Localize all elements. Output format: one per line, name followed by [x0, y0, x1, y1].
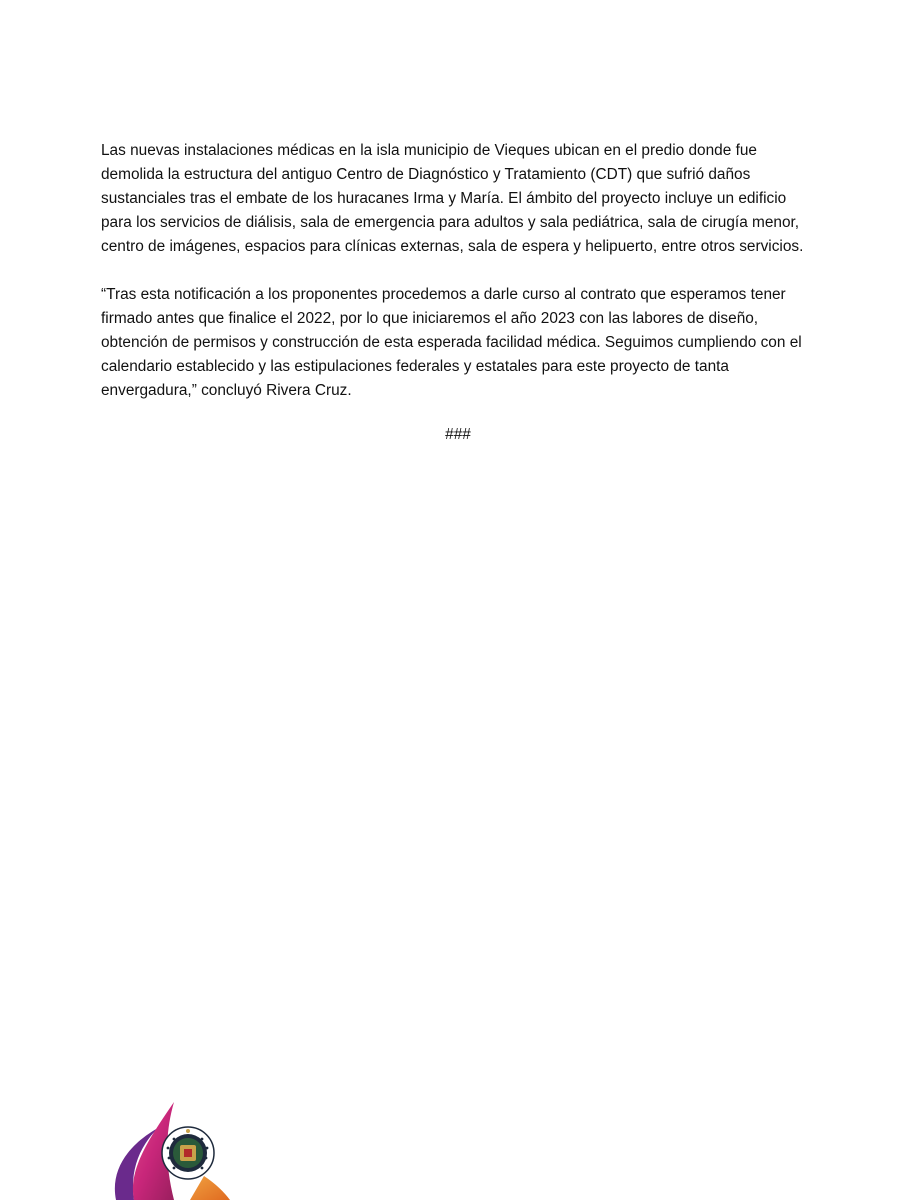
paragraph-facilities: Las nuevas instalaciones médicas en la isla municipio de Vieques ubican en el predio donde fue demolida la estructura del antiguo Centro de Diagnóstico y Tratamiento (CDT) que sufrió daños sustanciales tras el embate de los huracanes Irma y María. El ámbito del proyecto incluye un edificio para los servicios de diálisis, sala de emergencia para adultos y sala pediátrica, sala de cirugía menor, centro de imágenes, espacios para clínicas externas, sala de espera y helipuerto, entre otros servicios.	[101, 142, 804, 255]
paragraph-quote: “Tras esta notificación a los proponentes procedemos a darle curso al contrato que esperamos tener firmado antes que finalice el 2022, por lo que iniciaremos el año 2023 con las labores de diseño, obtención de permisos y construcción de esta esperada facilidad médica. Seguimos cumpliendo con el calendario establecido y las estipulaciones federales y estatales para este proyecto de tanta envergadura,” concluyó Rivera Cruz.	[101, 286, 802, 399]
document-body	[101, 139, 815, 447]
government-logo	[108, 1100, 238, 1200]
seal-icon	[162, 1127, 214, 1179]
end-mark: ###	[445, 426, 471, 443]
orange-wedge-shape	[190, 1176, 230, 1200]
